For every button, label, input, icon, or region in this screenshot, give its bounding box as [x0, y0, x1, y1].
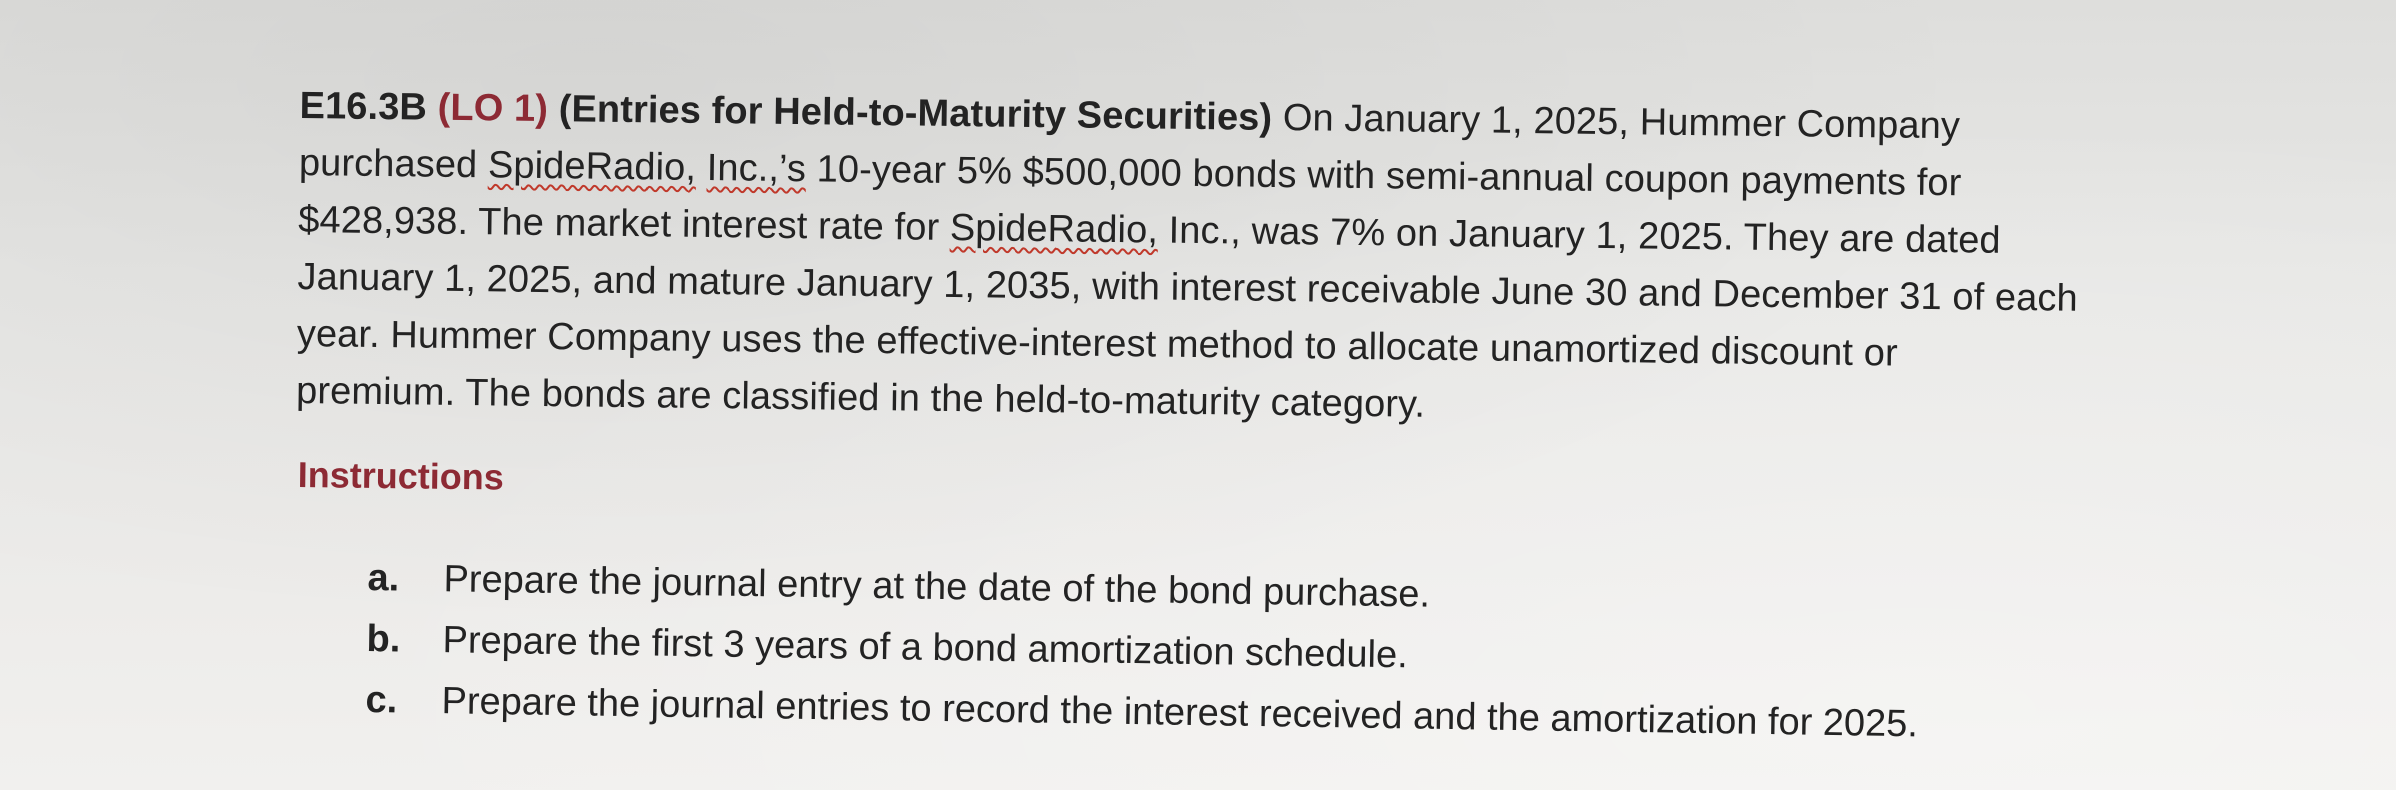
problem-text: 10-year 5% $500,000 bonds with semi-annual coupon payments for	[805, 148, 1962, 205]
spellcheck-word: SpideRadio,	[949, 206, 1159, 252]
problem-text: Inc., was 7% on January 1, 2025. They are dated	[1157, 209, 2001, 262]
learning-objective: (LO 1)	[437, 86, 549, 131]
problem-text	[696, 147, 707, 189]
list-item-text: Prepare the first 3 years of a bond amortization schedule.	[442, 619, 1409, 677]
list-marker: b.	[366, 617, 401, 661]
spellcheck-word: Inc.,’s	[706, 146, 807, 191]
problem-text: premium. The bonds are classified in the held-to-maturity category.	[295, 369, 1426, 426]
spellcheck-word: SpideRadio,	[487, 144, 697, 189]
problem-title: (Entries for Held-to-Maturity Securities)	[558, 88, 1273, 139]
problem-text: purchased	[298, 141, 489, 187]
problem-code: E16.3B	[299, 84, 428, 129]
list-item-text: Prepare the journal entry at the date of the bond purchase.	[443, 558, 1431, 616]
problem-text: $428,938. The market interest rate for	[298, 198, 951, 249]
problem-statement	[296, 78, 2250, 444]
problem-text: year. Hummer Company uses the effective-interest method to allocate unamortized discount or	[296, 312, 1898, 375]
problem-text: On January 1, 2025, Hummer Company	[1282, 97, 1961, 148]
list-item-text: Prepare the journal entries to record the interest received and the amortization for 2025.	[441, 680, 1919, 746]
problem-text: January 1, 2025, and mature January 1, 2035, with interest receivable June 30 and December 31 of each	[297, 255, 2079, 320]
instruction-list	[365, 548, 2218, 760]
list-marker: a.	[367, 556, 400, 600]
instructions-heading: Instructions	[297, 454, 505, 498]
list-marker: c.	[365, 678, 398, 722]
